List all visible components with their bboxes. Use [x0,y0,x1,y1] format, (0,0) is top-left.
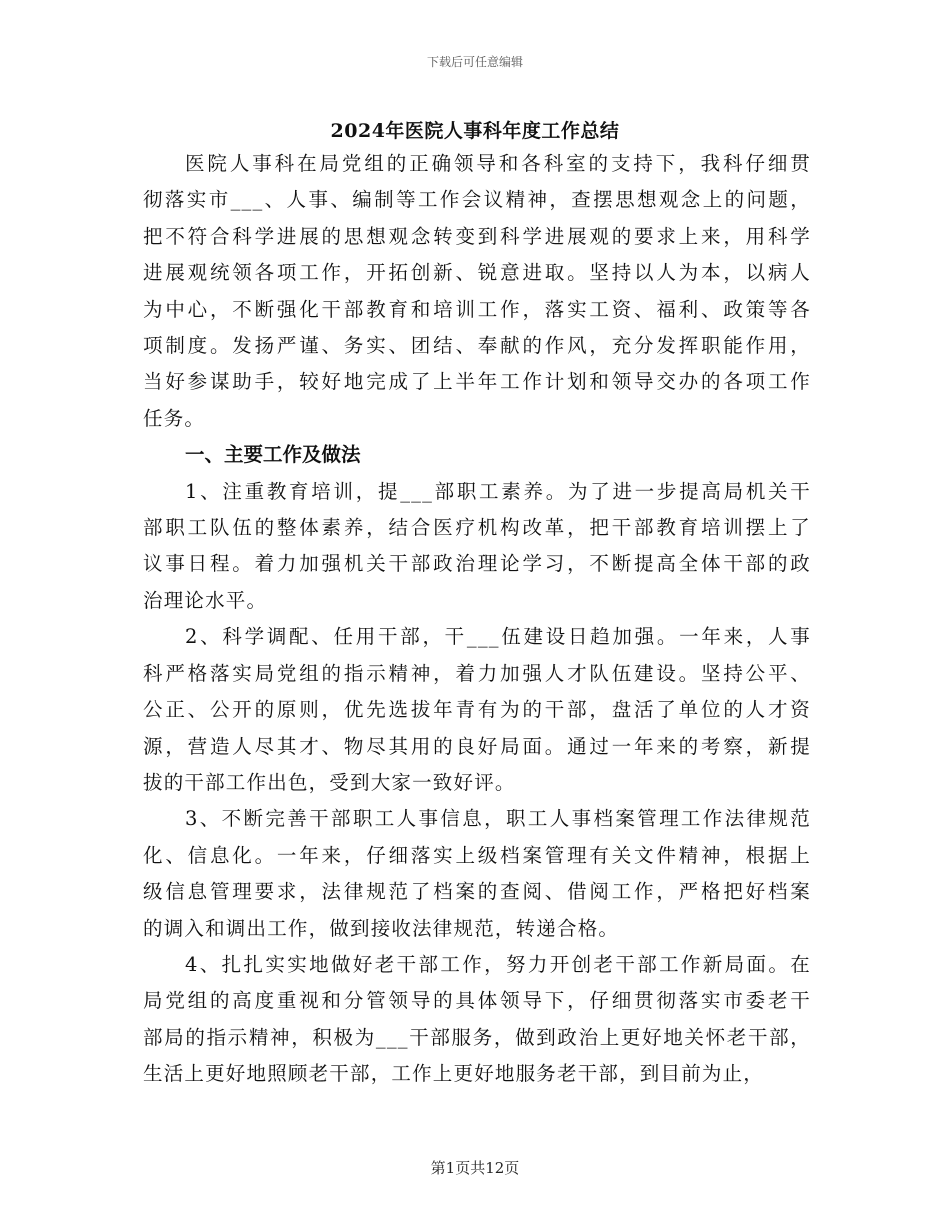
text-line: 任务。 [143,406,206,430]
text-line: 为中心，不断强化干部教育和培训工作，落实工资、福利、政策等各 [143,297,811,321]
item-1-paragraph [143,474,811,620]
text-line: 拔的干部工作出色，受到大家一致好评。 [143,770,516,794]
intro-paragraph [143,146,811,437]
text-line: 科严格落实局党组的指示精神，着力加强人才队伍建设。坚持公平、 [143,661,811,685]
document-title: 2024年医院人事科年度工作总结 [330,120,620,142]
text-line: 源，营造人尽其才、物尽其用的良好局面。通过一年来的考察，新提 [143,734,811,758]
text-line: 把不符合科学进展的思想观念转变到科学进展观的要求上来，用科学 [143,224,811,248]
text-line: 1、注重教育培训，提___部职工素养。为了进一步提高局机关干 [185,479,811,503]
text-line: 彻落实市___、人事、编制等工作会议精神，查摆思想观念上的问题， [143,188,811,212]
text-line: 的调入和调出工作，做到接收法律规范，转递合格。 [143,916,620,940]
text-line: 当好参谋助手，较好地完成了上半年工作计划和领导交办的各项工作 [143,370,811,394]
text-line: 4、扎扎实实地做好老干部工作，努力开创老干部工作新局面。在 [185,952,811,976]
text-line: 部局的指示精神，积极为___干部服务，做到政治上更好地关怀老干部， [143,1025,811,1049]
item-4-paragraph [143,947,811,1093]
text-line: 进展观统领各项工作，开拓创新、锐意进取。坚持以人为本，以病人 [143,261,811,285]
section-heading: 一、主要工作及做法 [185,443,361,467]
text-line: 议事日程。着力加强机关干部政治理论学习，不断提高全体干部的政 [143,552,811,576]
item-3-paragraph [143,801,811,947]
text-line: 级信息管理要求，法律规范了档案的查阅、借阅工作，严格把好档案 [143,880,811,904]
text-line: 化、信息化。一年来，仔细落实上级档案管理有关文件精神，根据上 [143,843,811,867]
text-line: 治理论水平。 [143,588,268,612]
text-line: 3、不断完善干部职工人事信息，职工人事档案管理工作法律规范 [185,807,811,831]
text-line: 局党组的高度重视和分管领导的具体领导下，仔细贯彻落实市委老干 [143,989,811,1013]
text-line: 生活上更好地照顾老干部，工作上更好地服务老干部，到目前为止， [143,1062,765,1086]
header-note: 下载后可任意编辑 [426,55,523,69]
text-line: 2、科学调配、任用干部，干___伍建设日趋加强。一年来，人事 [185,625,811,649]
item-2-paragraph [143,619,811,801]
text-line: 部职工队伍的整体素养，结合医疗机构改革，把干部教育培训摆上了 [143,516,811,540]
text-line: 项制度。发扬严谨、务实、团结、奉献的作风，充分发挥职能作用， [143,334,811,358]
document-body [143,146,811,1093]
text-line: 医院人事科在局党组的正确领导和各科室的支持下，我科仔细贯 [185,152,811,175]
page-footer: 第1页共12页 [430,1159,520,1177]
text-line: 公正、公开的原则，优先选拔年青有为的干部，盘活了单位的人才资 [143,698,811,722]
